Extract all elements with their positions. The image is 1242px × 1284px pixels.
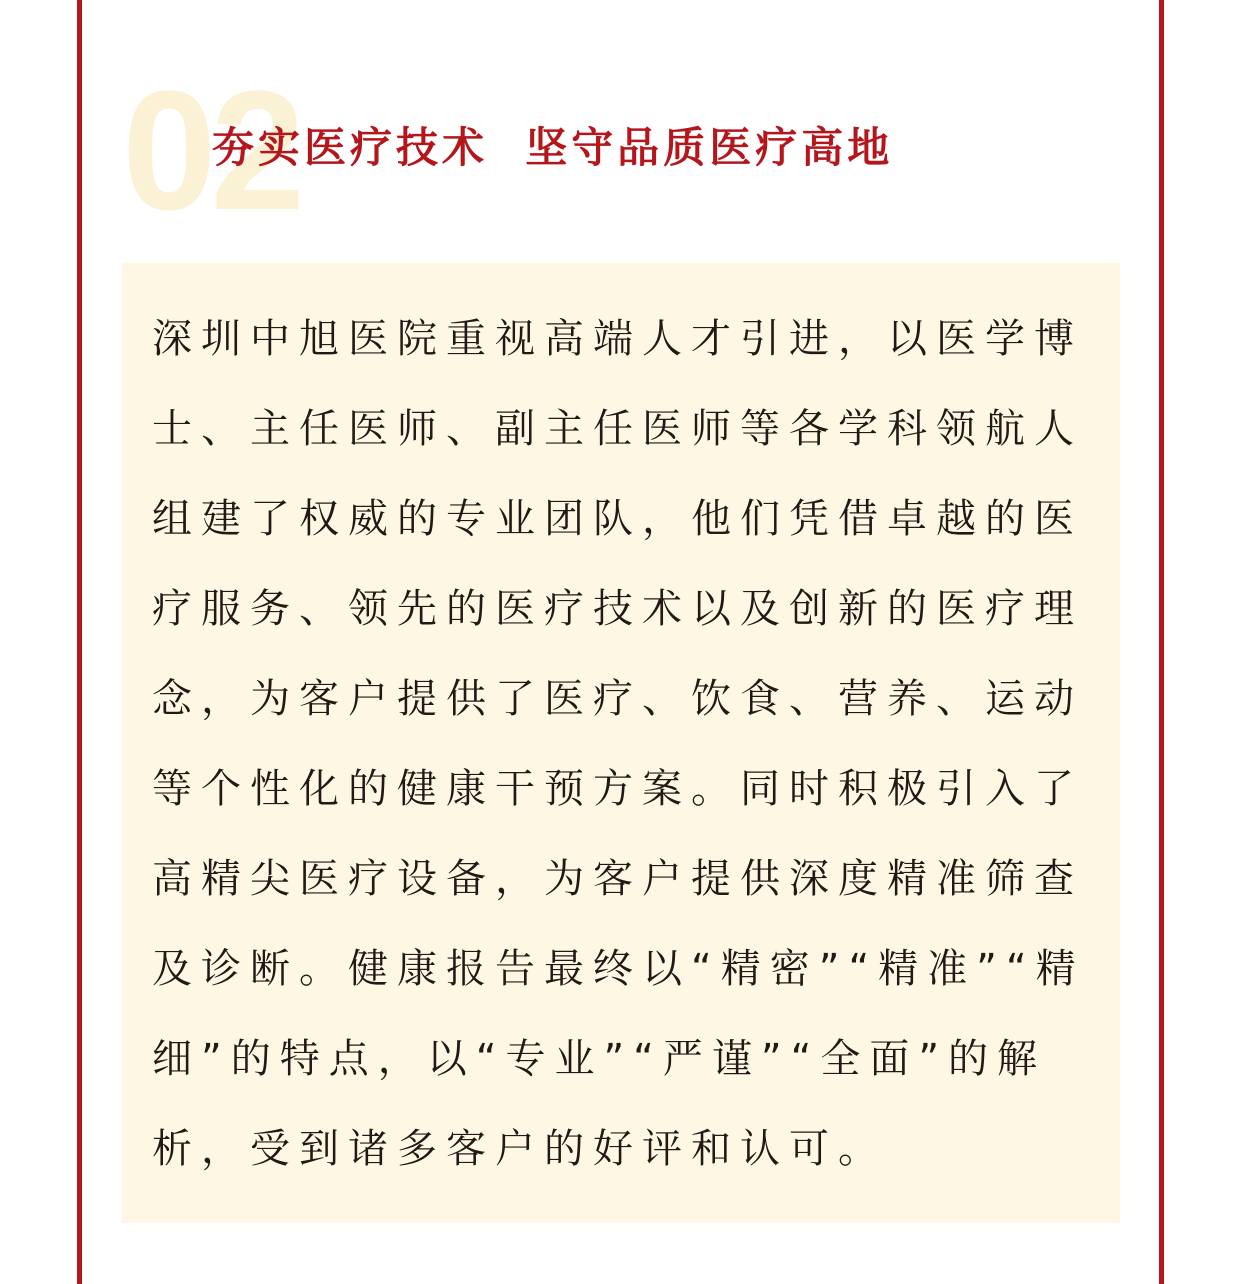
section-number: 02: [122, 56, 300, 246]
body-line: 及诊断。健康报告最终以“精密”“精准”“精: [152, 946, 1085, 992]
body-paragraph: [152, 294, 1092, 1194]
body-line: 细”的特点，以“专业”“严谨”“全面”的解: [152, 1036, 1047, 1082]
body-line: 析，受到诸多客户的好评和认可。: [152, 1126, 887, 1172]
body-line: 高精尖医疗设备，为客户提供深度精准筛查: [152, 856, 1083, 902]
body-line: 疗服务、领先的医疗技术以及创新的医疗理: [152, 586, 1083, 632]
left-border-line: [77, 0, 82, 1284]
body-line: 组建了权威的专业团队，他们凭借卓越的医: [152, 496, 1083, 542]
body-line: 深圳中旭医院重视高端人才引进，以医学博: [152, 316, 1083, 362]
section-title: 夯实医疗技术 坚守品质医疗高地: [212, 123, 894, 172]
body-line: 念，为客户提供了医疗、饮食、营养、运动: [152, 676, 1083, 722]
right-border-line: [1159, 0, 1164, 1284]
body-line: 士、主任医师、副主任医师等各学科领航人: [152, 406, 1083, 452]
body-line: 等个性化的健康干预方案。同时积极引入了: [152, 766, 1083, 812]
